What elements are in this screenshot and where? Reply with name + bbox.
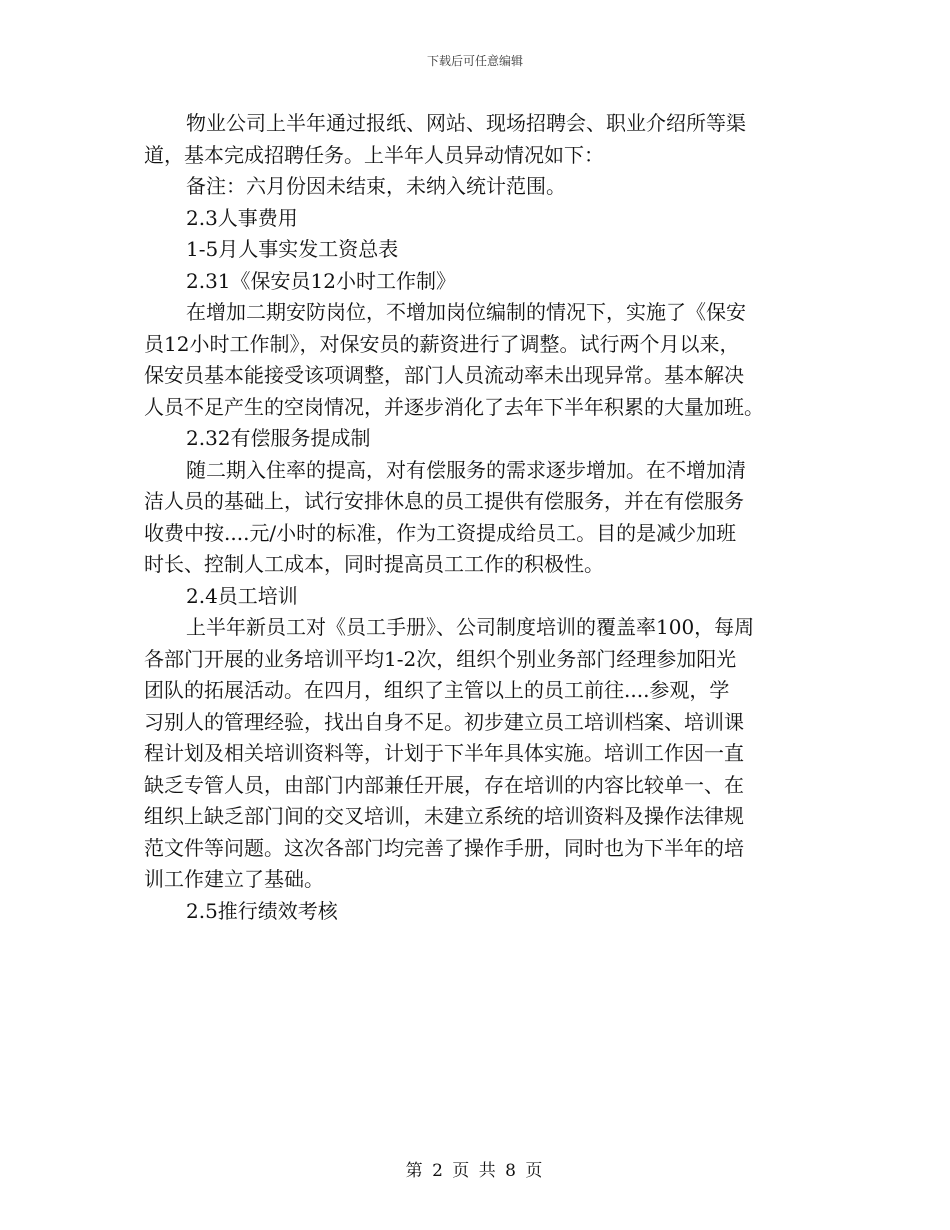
paragraph-line: 组织上缺乏部门间的交叉培训，未建立系统的培训资料及操作法律规 xyxy=(144,804,744,828)
paragraph-line: 随二期入住率的提高，对有偿服务的需求逐步增加。在不增加清 xyxy=(186,457,746,482)
paragraph-line: 在增加二期安防岗位，不增加岗位编制的情况下，实施了《保安 xyxy=(186,300,746,324)
document-body xyxy=(144,108,810,927)
paragraph-line: 程计划及相关培训资料等，计划于下半年具体实施。培训工作因一直 xyxy=(144,741,744,765)
paragraph-line: 员12小时工作制》，对保安员的薪资进行了调整。试行两个月以来， xyxy=(144,331,740,356)
paragraph-line: 上半年新员工对《员工手册》、公司制度培训的覆盖率100，每周 xyxy=(186,615,755,639)
subsection-heading: 2.31《保安员12小时工作制》 xyxy=(186,268,456,293)
section-heading: 2.5推行绩效考核 xyxy=(186,898,338,923)
paragraph-line: 训工作建立了基础。 xyxy=(144,867,324,891)
paragraph-line: 各部门开展的业务培训平均1-2次，组织个别业务部门经理参加阳光 xyxy=(144,646,737,671)
paragraph-line: 范文件等问题。这次各部门均完善了操作手册，同时也为下半年的培 xyxy=(144,835,744,860)
paragraph-line: 道，基本完成招聘任务。上半年人员异动情况如下： xyxy=(144,142,604,167)
paragraph-line: 团队的拓展活动。在四月，组织了主管以上的员工前往....参观，学 xyxy=(144,678,730,702)
page-header: 下载后可任意编辑 xyxy=(426,54,523,68)
subsection-heading: 2.32有偿服务提成制 xyxy=(186,426,371,450)
paragraph-line: 洁人员的基础上，试行安排休息的员工提供有偿服务，并在有偿服务 xyxy=(144,489,744,513)
paragraph-line: 收费中按....元/小时的标准，作为工资提成给员工。目的是减少加班 xyxy=(144,520,737,545)
paragraph-line: 习别人的管理经验，找出自身不足。初步建立员工培训档案、培训课 xyxy=(144,709,744,734)
paragraph-line: 缺乏专管人员，由部门内部兼任开展，存在培训的内容比较单一、在 xyxy=(144,772,744,797)
paragraph-line: 时长、控制人工成本，同时提高员工工作的积极性。 xyxy=(144,552,604,576)
paragraph-line: 物业公司上半年通过报纸、网站、现场招聘会、职业介绍所等渠 xyxy=(186,111,746,135)
paragraph-line: 保安员基本能接受该项调整，部门人员流动率未出现异常。基本解决 xyxy=(144,363,744,387)
paragraph-line: 人员不足产生的空岗情况，并逐步消化了去年下半年积累的大量加班。 xyxy=(144,394,764,419)
section-heading: 2.4员工培训 xyxy=(186,583,298,608)
note-line: 备注：六月份因未结束，未纳入统计范围。 xyxy=(186,174,566,198)
section-heading: 2.3人事费用 xyxy=(186,205,298,230)
table-caption: 1-5月人事实发工资总表 xyxy=(186,237,399,261)
page-number: 第 2 页 共 8 页 xyxy=(405,1161,545,1181)
